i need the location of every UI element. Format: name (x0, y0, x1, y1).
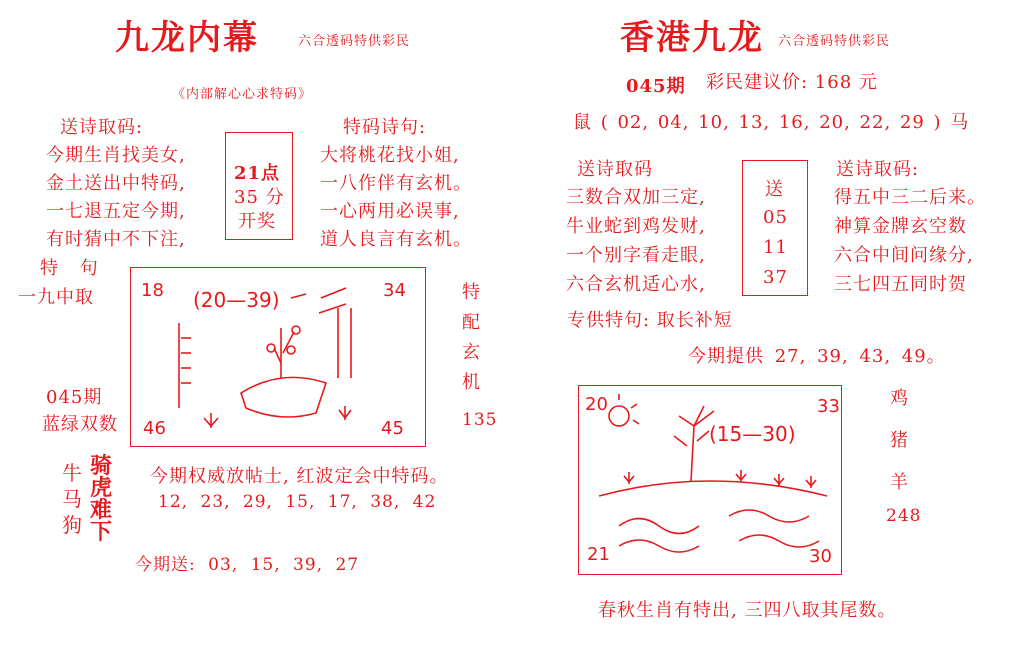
left-subtitle: 六合透码特供彩民 (298, 34, 411, 49)
special-mystery-vertical: 特配玄机 (459, 282, 480, 402)
left-special-poem-label: 特码诗句: (343, 117, 427, 138)
sketch-corner-bottom-left: 46 (143, 418, 166, 439)
zodiac-char: 牛 (62, 461, 82, 485)
draw-time-label: 开奖 (238, 211, 276, 232)
poem-line: 有时猜中不下注, (46, 229, 186, 250)
left-sketch-drawing (131, 268, 427, 448)
left-title: 九龙内幕 (115, 18, 259, 58)
left-poem-right (320, 142, 472, 254)
te-ju-label: 特 句 (40, 258, 106, 279)
right-poem-right (834, 183, 986, 299)
send-box-number: 11 (763, 237, 788, 258)
zodiac-char: 难 (90, 497, 113, 523)
zodiac-char: 下 (90, 519, 113, 545)
poem-line: 一七退五定今期, (46, 201, 186, 222)
nine-dragon-label: 一九中取 (18, 287, 94, 308)
poem-line: 一心两用必误事, (320, 201, 460, 222)
poem-line: 三数合双加三定, (566, 187, 706, 208)
animal-item: 鸡 (890, 388, 908, 409)
right-title: 香港九龙 (620, 18, 764, 58)
sketch-corner-top-left: 18 (141, 280, 164, 301)
send-box-number: 37 (763, 267, 788, 288)
left-issue: 045期 (46, 387, 103, 408)
poem-line: 得五中三二后来。 (834, 187, 986, 208)
draw-time-box (225, 132, 293, 240)
suggested-price: 彩民建议价: 168 元 (706, 72, 878, 93)
left-poem-left (46, 142, 186, 254)
right-animals-number: 248 (886, 506, 922, 526)
zodiac-char: 马 (62, 487, 82, 511)
poem-line: 金土送出中特码, (46, 173, 186, 194)
send-line: 今期送: 03, 15, 39, 27 (135, 555, 360, 575)
poem-line: 今期生肖找美女, (46, 145, 186, 166)
sketch-corner-bottom-right: 45 (381, 418, 404, 439)
right-poem-left (566, 183, 706, 299)
poem-line: 神算金牌玄空数 (834, 216, 967, 237)
right-bottom-line: 春秋生肖有特出, 三四八取其尾数。 (598, 600, 897, 621)
right-sketch-drawing (579, 386, 843, 576)
left-send-poem-label: 送诗取码: (60, 117, 144, 138)
poem-line: 一八作伴有玄机。 (320, 173, 472, 194)
sketch-corner-top-right: 34 (383, 280, 406, 301)
sketch-corner-bottom-right: 30 (809, 546, 832, 567)
poem-line: 六合玄机适心水, (566, 274, 706, 295)
special-line: 专供特句: 取长补短 (567, 310, 733, 331)
right-sketch-box (578, 385, 842, 575)
left-numbers-line: 12, 23, 29, 15, 17, 38, 42 (158, 492, 437, 512)
poem-line: 一个别字看走眼, (566, 245, 706, 266)
draw-time-hour: 21点 (234, 163, 281, 184)
send-box-number: 05 (763, 207, 788, 228)
sketch-corner-top-left: 20 (585, 394, 608, 415)
poem-line: 大将桃花找小姐, (320, 145, 460, 166)
poem-line: 六合中间问缘分, (834, 245, 974, 266)
poem-line: 牛业蛇到鸡发财, (566, 216, 706, 237)
poem-line: 道人良言有玄机。 (320, 229, 472, 250)
send-number-box (742, 160, 808, 296)
send-box-label: 送 (765, 179, 784, 200)
right-send-poem-label-left: 送诗取码 (577, 159, 653, 180)
sketch-range: (15—30) (709, 422, 796, 446)
left-special-number: 135 (462, 410, 498, 430)
zodiac-char: 骑 (90, 453, 113, 479)
poem-line: 三七四五同时贺 (834, 274, 967, 295)
draw-time-min: 35 分 (234, 187, 285, 208)
zodiac-char: 狗 (62, 513, 82, 537)
zodiac-char: 虎 (90, 475, 113, 501)
right-send-poem-label-right: 送诗取码: (836, 159, 920, 180)
right-animals (890, 378, 908, 504)
animal-item: 羊 (890, 472, 908, 493)
blue-green-label: 蓝绿双数 (42, 414, 118, 435)
sketch-corner-top-right: 33 (817, 396, 840, 417)
authority-line: 今期权威放帖士, 红波定会中特码。 (150, 466, 449, 487)
sketch-corner-bottom-left: 21 (587, 544, 610, 565)
zodiac-col-2 (90, 455, 112, 543)
right-subtitle: 六合透码特供彩民 (778, 34, 891, 49)
left-quote: 《内部解心心求特码》 (172, 87, 313, 102)
animal-item: 猪 (890, 430, 908, 451)
right-issue: 045期 (626, 76, 686, 97)
sketch-range: (20—39) (193, 288, 280, 312)
zodiac-col-1 (62, 460, 82, 538)
provide-line: 今期提供 27, 39, 43, 49。 (688, 346, 946, 367)
left-sketch-box (130, 267, 426, 447)
rat-horse-line: 鼠 ( 02, 04, 10, 13, 16, 20, 22, 29 ) 马 (573, 112, 970, 133)
